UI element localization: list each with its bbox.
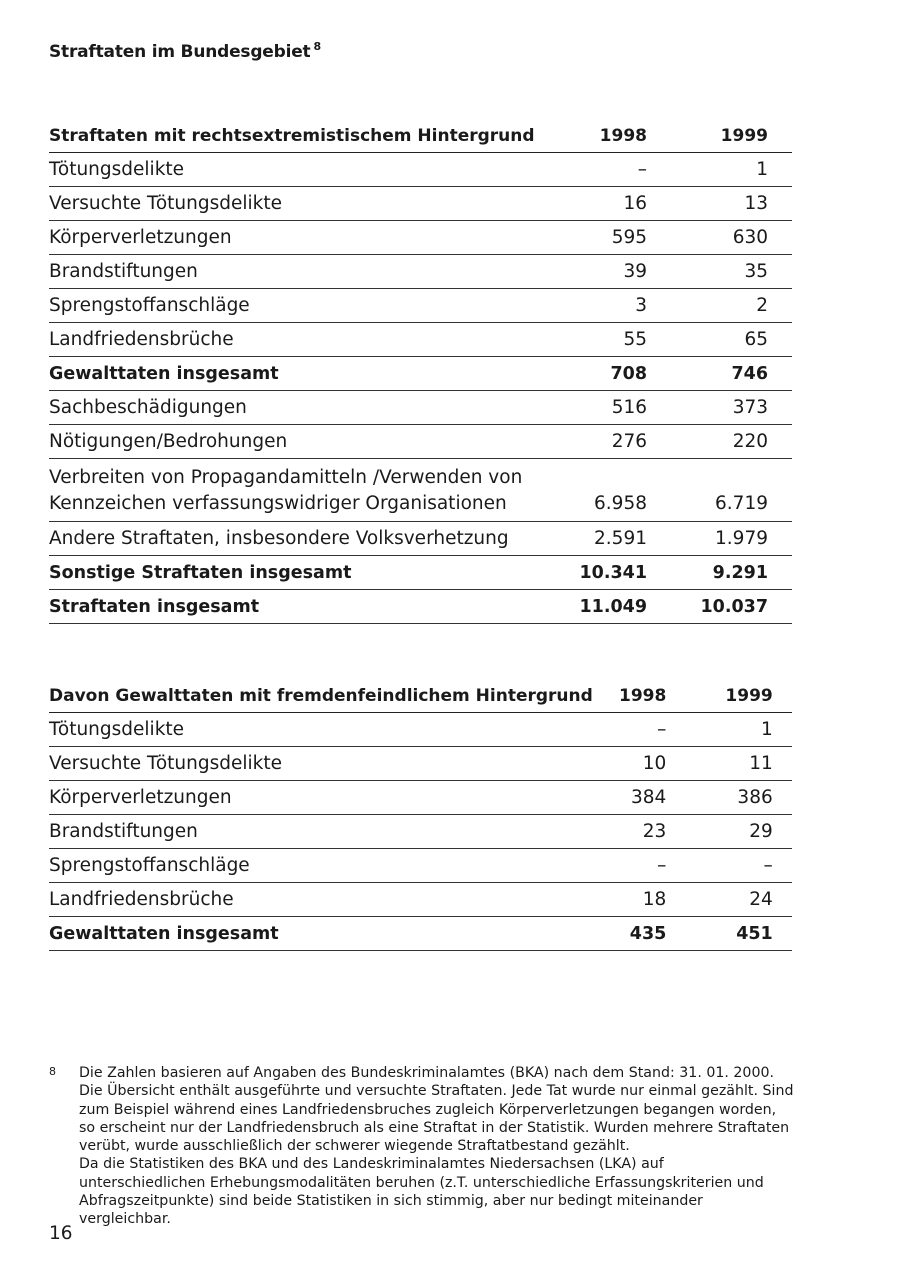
column-spacer [773, 680, 792, 713]
row-label: Versuchte Tötungsdelikte [49, 747, 593, 781]
value-1998: 2.591 [567, 522, 647, 556]
value-1998: 10 [593, 747, 667, 781]
value-1998: 435 [593, 917, 667, 951]
row-label: Tötungsdelikte [49, 153, 567, 187]
table-total-row [49, 917, 792, 951]
page-title-text: Straftaten im Bundesgebiet [49, 42, 311, 62]
value-1998: 708 [567, 357, 647, 391]
footnote-paragraph: Die Zahlen basieren auf Angaben des Bundeskriminalamtes (BKA) nach dem Stand: 31. 01. 2000. Die Übersicht enthält ausgeführte und versuchte Straftaten. Jede Tat wurde nur einmal gezählt. Sind zum Beispiel während eines Landfriedensbruches zugleich Körperverletzungen begangen worden, so erscheint nur der Landfriedensbruch als eine Straftat in der Statistik. Wurden mehrere Straftaten verübt, wurde ausschließlich der schwerer wiegende Straftatbestand gezählt. [79, 1065, 794, 1155]
value-1998: 3 [567, 289, 647, 323]
value-1999: – [666, 849, 772, 883]
table-row [49, 781, 792, 815]
value-1998: 11.049 [567, 590, 647, 624]
value-1999: 9.291 [647, 556, 768, 590]
table-row [49, 459, 792, 522]
value-1999: 386 [666, 781, 772, 815]
value-1999: 746 [647, 357, 768, 391]
table-row [49, 849, 792, 883]
value-1999: 1 [647, 153, 768, 187]
value-1999: 373 [647, 391, 768, 425]
footnote-text [79, 1064, 794, 1229]
row-label: Brandstiftungen [49, 255, 567, 289]
row-label: Landfriedensbrüche [49, 883, 593, 917]
column-header-1999: 1999 [666, 680, 772, 713]
row-label: Brandstiftungen [49, 815, 593, 849]
table-row [49, 425, 792, 459]
value-1999: 2 [647, 289, 768, 323]
row-label: Körperverletzungen [49, 221, 567, 255]
value-1999: 11 [666, 747, 772, 781]
value-1998: 6.958 [567, 459, 647, 522]
footnote-paragraph: Da die Statistiken des BKA und des Landeskriminalamtes Niedersachsen (LKA) auf unterschiedlichen Erhebungsmodalitäten beruhen (z.T. unterschiedliche Erfassungskriterien und Abfragszeitpunkte) sind beide Statistiken in sich stimmig, aber nur bedingt miteinander vergleichbar. [79, 1156, 764, 1228]
table-header-row [49, 120, 792, 153]
column-header-1998: 1998 [567, 120, 647, 153]
value-1999: 35 [647, 255, 768, 289]
value-1998: – [593, 849, 667, 883]
value-1999: 65 [647, 323, 768, 357]
row-label: Sachbeschädigungen [49, 391, 567, 425]
value-1998: 276 [567, 425, 647, 459]
table-row [49, 255, 792, 289]
table-row [49, 187, 792, 221]
table-row [49, 883, 792, 917]
value-1998: 384 [593, 781, 667, 815]
value-1999: 24 [666, 883, 772, 917]
table-row [49, 153, 792, 187]
value-1999: 29 [666, 815, 772, 849]
row-label: Landfriedensbrüche [49, 323, 567, 357]
value-1999: 13 [647, 187, 768, 221]
footnote [49, 1064, 794, 1229]
row-label-line-2: Kennzeichen verfassungswidriger Organisationen [49, 493, 507, 514]
table-row [49, 747, 792, 781]
table-total-row [49, 357, 792, 391]
value-1999: 630 [647, 221, 768, 255]
column-header-category: Davon Gewalttaten mit fremdenfeindlichem Hintergrund [49, 680, 593, 713]
row-label-line-1: Verbreiten von Propagandamitteln /Verwenden von [49, 467, 523, 488]
row-label: Sprengstoffanschläge [49, 289, 567, 323]
value-1998: 10.341 [567, 556, 647, 590]
column-header-1999: 1999 [647, 120, 768, 153]
column-header-category: Straftaten mit rechtsextremistischem Hintergrund [49, 120, 567, 153]
row-label: Sprengstoffanschläge [49, 849, 593, 883]
table-row [49, 713, 792, 747]
value-1999: 1.979 [647, 522, 768, 556]
column-header-1998: 1998 [593, 680, 667, 713]
table-right-wing-crimes [49, 120, 792, 624]
row-label: Körperverletzungen [49, 781, 593, 815]
value-1998: 55 [567, 323, 647, 357]
value-1998: – [567, 153, 647, 187]
value-1998: 18 [593, 883, 667, 917]
value-1999: 6.719 [647, 459, 768, 522]
row-label: Gewalttaten insgesamt [49, 357, 567, 391]
table-row [49, 815, 792, 849]
page-number: 16 [49, 1223, 73, 1244]
row-label: Sonstige Straftaten insgesamt [49, 556, 567, 590]
table-header-row [49, 680, 792, 713]
row-label: Andere Straftaten, insbesondere Volksverhetzung [49, 522, 567, 556]
table-xenophobic-violence [49, 680, 792, 951]
value-1998: – [593, 713, 667, 747]
table-row [49, 289, 792, 323]
footnote-number: 8 [49, 1065, 56, 1078]
value-1998: 39 [567, 255, 647, 289]
value-1998: 23 [593, 815, 667, 849]
value-1998: 516 [567, 391, 647, 425]
footnote-reference: 8 [313, 40, 321, 53]
column-spacer [768, 120, 792, 153]
value-1999: 10.037 [647, 590, 768, 624]
table-row [49, 323, 792, 357]
page-title [49, 42, 321, 62]
table-row [49, 522, 792, 556]
table-row [49, 221, 792, 255]
value-1998: 16 [567, 187, 647, 221]
row-label: Gewalttaten insgesamt [49, 917, 593, 951]
table-total-row [49, 556, 792, 590]
value-1998: 595 [567, 221, 647, 255]
table-grand-total-row [49, 590, 792, 624]
value-1999: 1 [666, 713, 772, 747]
table-row [49, 391, 792, 425]
row-label: Versuchte Tötungsdelikte [49, 187, 567, 221]
row-label: Tötungsdelikte [49, 713, 593, 747]
row-label: Straftaten insgesamt [49, 590, 567, 624]
row-label [49, 459, 567, 522]
value-1999: 220 [647, 425, 768, 459]
row-label: Nötigungen/Bedrohungen [49, 425, 567, 459]
value-1999: 451 [666, 917, 772, 951]
